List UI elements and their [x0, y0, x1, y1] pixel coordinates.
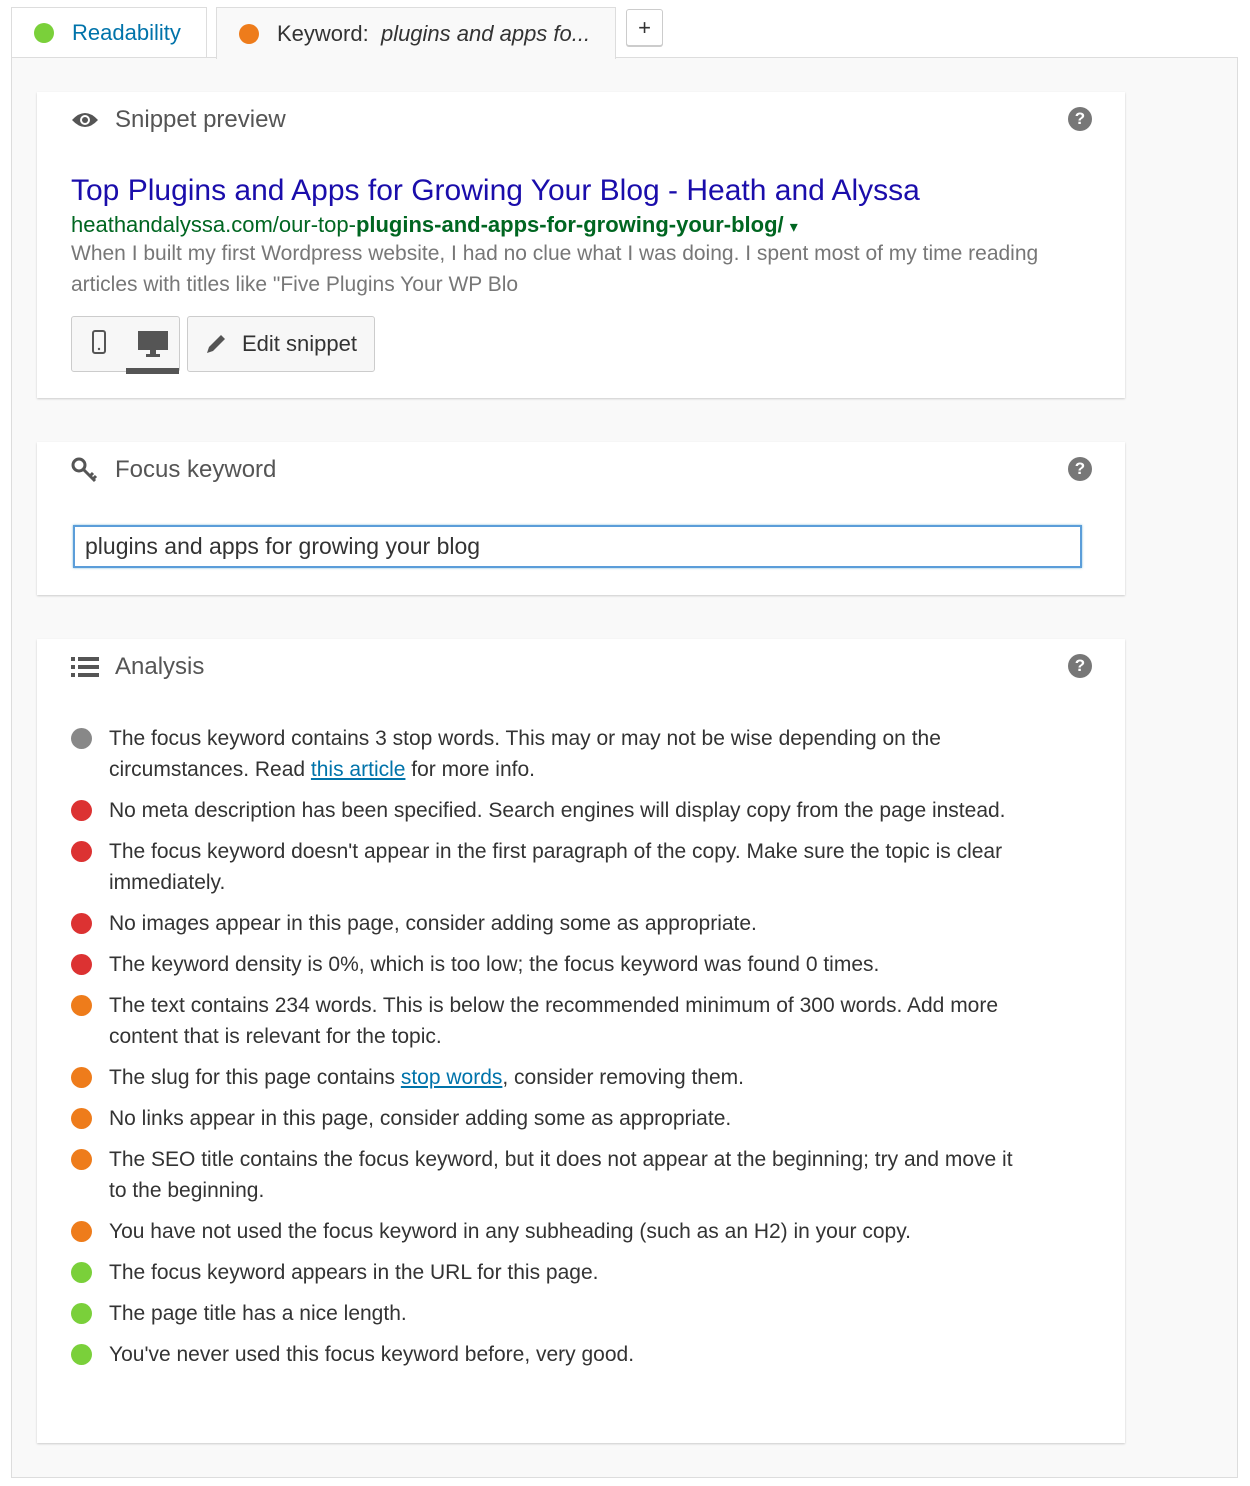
status-dot-ok-icon: [71, 1108, 92, 1129]
panel-header: [71, 456, 276, 484]
tab-label: [277, 21, 590, 47]
analysis-list: [71, 723, 1031, 1380]
snippet-description: When I built my first Wordpress website, I had no clue what I was doing. I spent most of my time reading articles with titles like "Five Plugins Your WP Blo: [71, 242, 1039, 296]
analysis-text: The keyword density is 0%, which is too low; the focus keyword was found 0 times.: [109, 953, 880, 976]
mobile-preview-button[interactable]: [92, 330, 106, 359]
tab-label: Readability: [72, 20, 181, 45]
panel-header: [71, 106, 286, 134]
status-dot-good-icon: [71, 1262, 92, 1283]
analysis-item: [71, 795, 1031, 826]
desktop-icon: [138, 331, 168, 357]
status-dot-bad-icon: [71, 841, 92, 862]
tab-keyword[interactable]: [216, 7, 616, 59]
status-dot-ok-icon: [71, 1149, 92, 1170]
analysis-item: [71, 1144, 1031, 1206]
focus-keyword-input[interactable]: [73, 525, 1082, 568]
analysis-link[interactable]: stop words: [400, 1066, 503, 1089]
panel-title: Analysis: [115, 653, 205, 680]
focus-keyword-panel: [37, 442, 1125, 595]
help-icon[interactable]: ?: [1068, 107, 1092, 131]
status-dot-ok-icon: [71, 1067, 92, 1088]
analysis-item: [71, 1103, 1031, 1134]
status-dot-ok-icon: [239, 24, 259, 44]
analysis-text: No images appear in this page, consider adding some as appropriate.: [109, 912, 757, 935]
status-dot-good-icon: [71, 1344, 92, 1365]
button-label: Edit snippet: [242, 331, 357, 356]
edit-snippet-button[interactable]: [187, 316, 375, 372]
analysis-text: The slug for this page contains: [109, 1066, 401, 1089]
analysis-item: [71, 949, 1031, 980]
snippet-preview-panel: [37, 92, 1125, 398]
analysis-item: [71, 723, 1031, 785]
help-icon[interactable]: ?: [1068, 457, 1092, 481]
analysis-item: [71, 1298, 1031, 1329]
panel-title: Focus keyword: [115, 456, 277, 483]
add-keyword-button[interactable]: +: [626, 9, 663, 46]
analysis-text: You've never used this focus keyword before, very good.: [109, 1343, 635, 1366]
analysis-text: You have not used the focus keyword in any subheading (such as an H2) in your copy.: [109, 1220, 911, 1243]
status-dot-bad-icon: [71, 913, 92, 934]
key-icon: [71, 457, 99, 483]
caret-down-icon: ▾: [789, 219, 798, 236]
analysis-text: No links appear in this page, consider adding some as appropriate.: [109, 1107, 732, 1130]
tab-readability[interactable]: [11, 7, 207, 58]
analysis-item: [71, 908, 1031, 939]
device-toggle: [71, 316, 180, 372]
eye-icon: [71, 110, 99, 130]
analysis-item: [71, 1339, 1031, 1370]
status-dot-na-icon: [71, 728, 92, 749]
status-dot-good-icon: [34, 23, 54, 43]
mobile-icon: [92, 330, 106, 354]
url-bold: plugins-and-apps-for-growing-your-blog/: [355, 212, 784, 237]
help-icon[interactable]: ?: [1068, 654, 1092, 678]
status-dot-bad-icon: [71, 800, 92, 821]
analysis-item: [71, 836, 1031, 898]
tab-prefix: Keyword:: [277, 20, 375, 46]
desktop-preview-button[interactable]: [126, 320, 179, 374]
analysis-item: [71, 1257, 1031, 1288]
pencil-icon: [204, 332, 228, 356]
tab-keyword-value: plugins and apps fo...: [380, 20, 591, 46]
analysis-text: The focus keyword contains 3 stop words. This may or may not be wise depending on the circumstances. Read: [109, 727, 941, 781]
status-dot-ok-icon: [71, 995, 92, 1016]
analysis-text: The focus keyword appears in the URL for this page.: [109, 1261, 599, 1284]
status-dot-good-icon: [71, 1303, 92, 1324]
analysis-item: [71, 990, 1031, 1052]
list-icon: [71, 656, 99, 678]
analysis-text: for more info.: [405, 758, 536, 781]
analysis-item: [71, 1062, 1031, 1093]
snippet-title[interactable]: Top Plugins and Apps for Growing Your Blog - Heath and Alyssa: [71, 174, 920, 207]
analysis-text: No meta description has been specified. Search engines will display copy from the page instead.: [109, 799, 1006, 822]
url-plain: heathandalyssa.com/our-top-: [71, 212, 356, 237]
status-dot-bad-icon: [71, 954, 92, 975]
analysis-text: The page title has a nice length.: [109, 1302, 407, 1325]
analysis-text: , consider removing them.: [502, 1066, 744, 1089]
analysis-panel: [37, 639, 1125, 1443]
panel-title: Snippet preview: [115, 106, 286, 133]
analysis-link[interactable]: this article: [310, 758, 406, 781]
status-dot-ok-icon: [71, 1221, 92, 1242]
analysis-text: The focus keyword doesn't appear in the first paragraph of the copy. Make sure the topic is clear immediately.: [109, 840, 1003, 894]
analysis-text: The text contains 234 words. This is below the recommended minimum of 300 words. Add more content that is relevant for the topic.: [109, 994, 999, 1048]
snippet-url: [71, 212, 798, 238]
panel-header: [71, 653, 204, 681]
analysis-item: [71, 1216, 1031, 1247]
analysis-text: The SEO title contains the focus keyword, but it does not appear at the beginning; try and move it to the beginning.: [109, 1148, 1013, 1202]
